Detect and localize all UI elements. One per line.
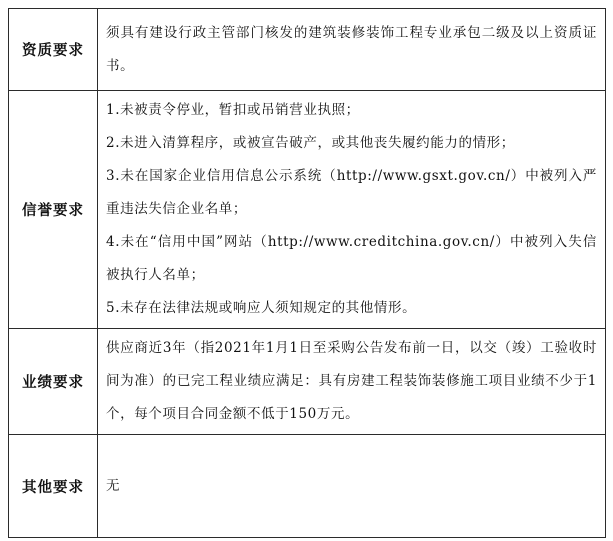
table-row: [9, 329, 606, 435]
row-content-qualification: [98, 9, 606, 91]
table-row: [9, 91, 606, 329]
content-line: 2.未进入清算程序，或被宣告破产，或其他丧失履约能力的情形；: [106, 135, 515, 151]
row-label-qualification: 资质要求: [9, 9, 98, 91]
row-content-other: [98, 435, 606, 538]
row-content-performance: [98, 329, 606, 435]
requirements-table: [8, 8, 606, 538]
table-row: [9, 435, 606, 538]
content-line: 须具有建设行政主管部门核发的建筑装修装饰工程专业承包二级及以上资质证书。: [106, 24, 597, 74]
content-line: 3.未在国家企业信用信息公示系统（http://www.gsxt.gov.cn/）中被列入严重违法失信企业名单；: [106, 168, 597, 217]
content-line: 5.未存在法律法规或响应人须知规定的其他情形。: [106, 300, 417, 316]
row-content-credit: [98, 91, 606, 329]
row-label-other: 其他要求: [9, 435, 98, 538]
row-label-performance: 业绩要求: [9, 329, 98, 435]
content-line: 供应商近3年（指2021年1月1日至采购公告发布前一日，以交（竣）工验收时间为准）的已完工程业绩应满足：具有房建工程装饰装修施工项目业绩不少于1个，每个项目合同金额不低于150万元。: [106, 340, 597, 422]
content-line: 1.未被责令停业，暂扣或吊销营业执照；: [106, 102, 360, 118]
content-line: 无: [106, 477, 121, 494]
row-label-credit: 信誉要求: [9, 91, 98, 329]
table-row: [9, 9, 606, 91]
content-line: 4.未在“信用中国”网站（http://www.creditchina.gov.cn/）中被列入失信被执行人名单；: [106, 234, 597, 283]
